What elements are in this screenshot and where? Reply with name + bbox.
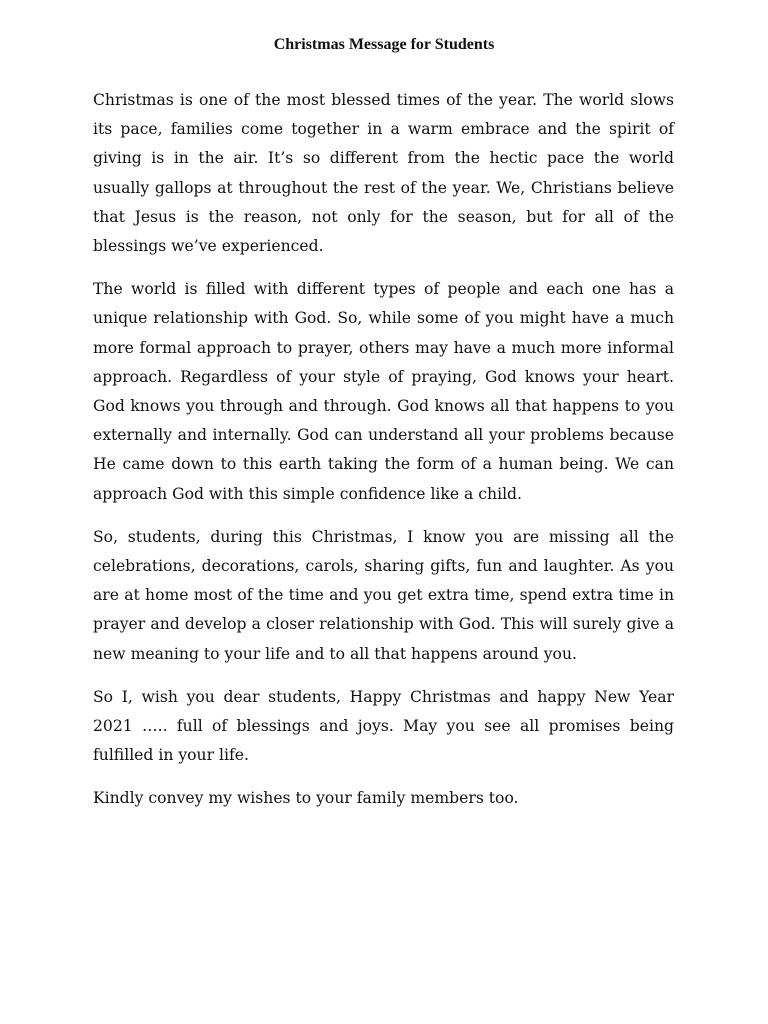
paragraph-1: Christmas is one of the most blessed times of the year. The world slows its pace, families come together in a warm embrace and the spirit of giving is in the air. It’s so different from the hectic pace the world usually gallops at throughout the rest of the year. We, Christians believe that Jesus is the reason, not only for the season, but for all of the blessings we’ve experienced. [93, 91, 674, 256]
paragraph-3: So, students, during this Christmas, I know you are missing all the celebrations, decorations, carols, sharing gifts, fun and laughter. As you are at home most of the time and you get extra time, spend extra time in prayer and develop a closer relationship with God. This will surely give a new meaning to your life and to all that happens around you. [93, 527, 674, 663]
document-title: Christmas Message for Students [273, 36, 495, 53]
document-body [93, 86, 674, 828]
paragraph-2: The world is filled with different types of people and each one has a unique relationship with God. So, while some of you might have a much more formal approach to prayer, others may have a much more informal approach. Regardless of your style of praying, God knows your heart. God knows you through and through. God knows all that happens to you externally and internally. God can understand all your problems because He came down to this earth taking the form of a human being. We can approach God with this simple confidence like a child. [93, 280, 674, 503]
paragraph-5: Kindly convey my wishes to your family members too. [93, 789, 519, 808]
paragraph-4: So I, wish you dear students, Happy Christmas and happy New Year 2021 ….. full of blessings and joys. May you see all promises being fulfilled in your life. [93, 687, 674, 765]
